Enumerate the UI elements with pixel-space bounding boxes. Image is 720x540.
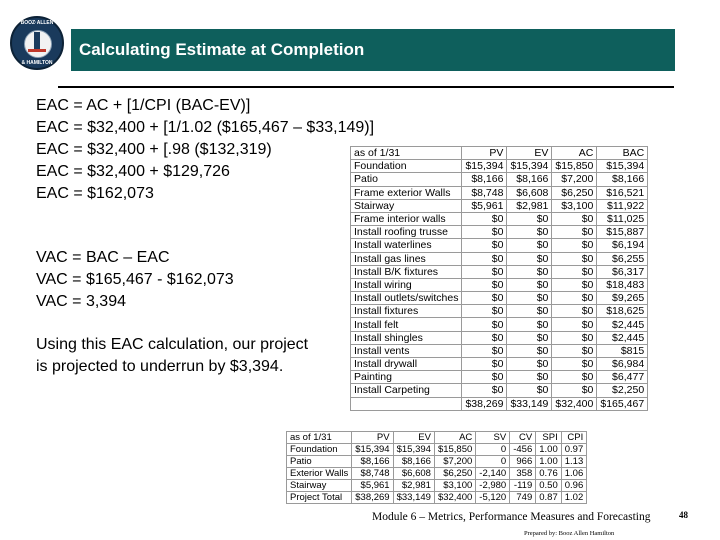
conclusion-line: Using this EAC calculation, our project xyxy=(36,336,309,353)
conclusion-line: is projected to underrun by $3,394. xyxy=(36,358,284,375)
totals-row xyxy=(351,397,648,410)
table-cell: $0 xyxy=(462,226,507,239)
column-header: as of 1/31 xyxy=(287,432,352,444)
column-header: SPI xyxy=(536,432,562,444)
table-cell: 0.87 xyxy=(536,492,562,504)
table-cell: $3,100 xyxy=(552,199,597,212)
table-cell: $0 xyxy=(507,344,552,357)
equation-line: VAC = $165,467 - $162,073 xyxy=(36,271,234,288)
table-cell: 0 xyxy=(476,456,510,468)
table-cell: $0 xyxy=(462,212,507,225)
table-cell: $0 xyxy=(552,358,597,371)
row-label: Install waterlines xyxy=(351,239,462,252)
table-cell: 749 xyxy=(510,492,536,504)
table-cell: $0 xyxy=(462,305,507,318)
table-cell: $0 xyxy=(507,292,552,305)
table-cell: $11,922 xyxy=(597,199,648,212)
row-label: Foundation xyxy=(287,444,352,456)
table-cell: $0 xyxy=(462,331,507,344)
column-header: CPI xyxy=(561,432,587,444)
table-cell: -2,140 xyxy=(476,468,510,480)
table-cell: 1.02 xyxy=(561,492,587,504)
table-cell: $0 xyxy=(552,344,597,357)
table-cell: $0 xyxy=(462,344,507,357)
table-header-row xyxy=(287,432,587,444)
table-row xyxy=(351,292,648,305)
table-cell: $0 xyxy=(552,305,597,318)
company-logo xyxy=(10,16,64,70)
table-cell: $0 xyxy=(552,278,597,291)
table-cell: $15,850 xyxy=(434,444,475,456)
table-cell: $6,608 xyxy=(393,468,434,480)
footer-module-text: Module 6 – Metrics, Performance Measures and Forecasting xyxy=(372,511,651,523)
table-cell: $0 xyxy=(552,292,597,305)
equation-line: VAC = 3,394 xyxy=(36,293,126,310)
table-cell: $2,445 xyxy=(597,331,648,344)
logo-text-bottom: & HAMILTON xyxy=(21,60,53,66)
table-cell: $6,608 xyxy=(507,186,552,199)
title-bar xyxy=(71,29,675,71)
table-cell: $0 xyxy=(507,239,552,252)
row-label: Frame exterior Walls xyxy=(351,186,462,199)
table-cell: $6,194 xyxy=(597,239,648,252)
table-cell: $0 xyxy=(462,239,507,252)
equation-line: EAC = $32,400 + $129,726 xyxy=(36,163,230,180)
table-cell: $0 xyxy=(552,239,597,252)
row-label: Painting xyxy=(351,371,462,384)
column-header: as of 1/31 xyxy=(351,147,462,160)
table-cell: -2,980 xyxy=(476,480,510,492)
row-label: Foundation xyxy=(351,160,462,173)
table-cell: 0.97 xyxy=(561,444,587,456)
table-cell: $0 xyxy=(462,278,507,291)
table-cell: $0 xyxy=(462,358,507,371)
total-cell: $33,149 xyxy=(507,397,552,410)
equation-line: VAC = BAC – EAC xyxy=(36,249,170,266)
column-header: EV xyxy=(393,432,434,444)
table-cell: $8,166 xyxy=(393,456,434,468)
row-label: Install B/K fixtures xyxy=(351,265,462,278)
table-cell: $6,250 xyxy=(434,468,475,480)
table-cell: $0 xyxy=(462,252,507,265)
table-cell: $2,981 xyxy=(507,199,552,212)
row-label: Install outlets/switches xyxy=(351,292,462,305)
table-row xyxy=(351,199,648,212)
table-cell: $0 xyxy=(507,252,552,265)
table-cell: $15,394 xyxy=(393,444,434,456)
row-label: Exterior Walls xyxy=(287,468,352,480)
table-cell: $815 xyxy=(597,344,648,357)
table-cell: -119 xyxy=(510,480,536,492)
equation-line: EAC = $32,400 + [.98 ($132,319) xyxy=(36,141,272,158)
table-cell: 0.50 xyxy=(536,480,562,492)
table-cell: $38,269 xyxy=(352,492,393,504)
table-cell: $3,100 xyxy=(434,480,475,492)
table-cell: $11,025 xyxy=(597,212,648,225)
table-cell: $8,748 xyxy=(352,468,393,480)
table-cell: $33,149 xyxy=(393,492,434,504)
table-cell: $2,445 xyxy=(597,318,648,331)
column-header: BAC xyxy=(597,147,648,160)
table-cell: $0 xyxy=(552,384,597,397)
table-cell: $0 xyxy=(552,371,597,384)
table-row xyxy=(351,331,648,344)
table-cell: $9,265 xyxy=(597,292,648,305)
table-cell: $8,748 xyxy=(462,186,507,199)
table-cell: $0 xyxy=(507,278,552,291)
row-label: Install felt xyxy=(351,318,462,331)
slide-title: Calculating Estimate at Completion xyxy=(79,40,365,59)
column-header: EV xyxy=(507,147,552,160)
table-cell: $0 xyxy=(552,252,597,265)
table-row xyxy=(351,239,648,252)
table-cell: -456 xyxy=(510,444,536,456)
prepared-by-text: Prepared by: Booz Allen Hamilton xyxy=(524,530,615,537)
table-row xyxy=(287,456,587,468)
table-cell: $0 xyxy=(462,292,507,305)
table-cell: $2,250 xyxy=(597,384,648,397)
table-row xyxy=(287,444,587,456)
row-label: Frame interior walls xyxy=(351,212,462,225)
table-cell: $15,394 xyxy=(352,444,393,456)
page-number: 48 xyxy=(679,510,688,520)
table-header-row xyxy=(351,147,648,160)
row-label: Stairway xyxy=(287,480,352,492)
table-cell: $0 xyxy=(507,384,552,397)
column-header: AC xyxy=(552,147,597,160)
table-cell: $0 xyxy=(462,384,507,397)
table-cell: $8,166 xyxy=(597,173,648,186)
table-cell: $18,625 xyxy=(597,305,648,318)
table-cell: $0 xyxy=(507,265,552,278)
table-cell: $0 xyxy=(462,371,507,384)
table-cell: $15,394 xyxy=(597,160,648,173)
table-cell: $15,394 xyxy=(462,160,507,173)
row-label: Install shingles xyxy=(351,331,462,344)
column-header: AC xyxy=(434,432,475,444)
equation-line: EAC = $32,400 + [1/1.02 ($165,467 – $33,149)] xyxy=(36,119,375,136)
table-cell: $0 xyxy=(507,371,552,384)
table-row xyxy=(351,344,648,357)
table-cell: $32,400 xyxy=(434,492,475,504)
equation-line: EAC = $162,073 xyxy=(36,185,154,202)
table-row xyxy=(351,371,648,384)
table-cell: $2,981 xyxy=(393,480,434,492)
row-label: Install fixtures xyxy=(351,305,462,318)
row-label: Stairway xyxy=(351,199,462,212)
table-cell: $8,166 xyxy=(507,173,552,186)
table-cell: $0 xyxy=(462,265,507,278)
table-row xyxy=(351,212,648,225)
table-cell: $7,200 xyxy=(434,456,475,468)
table-cell: $0 xyxy=(552,318,597,331)
table-cell: $6,317 xyxy=(597,265,648,278)
table-row xyxy=(351,265,648,278)
row-label: Patio xyxy=(351,173,462,186)
table-row xyxy=(287,480,587,492)
table-row xyxy=(287,492,587,504)
row-label: Install roofing trusse xyxy=(351,226,462,239)
table-cell: $0 xyxy=(507,226,552,239)
column-header: SV xyxy=(476,432,510,444)
table-cell: $0 xyxy=(552,265,597,278)
table-cell: $18,483 xyxy=(597,278,648,291)
table-cell: 1.13 xyxy=(561,456,587,468)
table-row xyxy=(351,173,648,186)
row-label xyxy=(351,397,462,410)
column-header: CV xyxy=(510,432,536,444)
table-cell: 0 xyxy=(476,444,510,456)
table-cell: $0 xyxy=(507,331,552,344)
table-cell: $15,850 xyxy=(552,160,597,173)
table-cell: $0 xyxy=(552,212,597,225)
table-row xyxy=(351,318,648,331)
table-row xyxy=(351,252,648,265)
table-cell: $0 xyxy=(507,305,552,318)
table-row xyxy=(351,160,648,173)
table-cell: -5,120 xyxy=(476,492,510,504)
total-cell: $38,269 xyxy=(462,397,507,410)
table-row xyxy=(351,384,648,397)
table-cell: $8,166 xyxy=(462,173,507,186)
row-label: Project Total xyxy=(287,492,352,504)
title-divider xyxy=(58,86,674,88)
table-row xyxy=(351,305,648,318)
table-cell: $0 xyxy=(552,226,597,239)
table-cell: $16,521 xyxy=(597,186,648,199)
table-cell: $8,166 xyxy=(352,456,393,468)
table-cell: $15,887 xyxy=(597,226,648,239)
table-cell: $0 xyxy=(507,318,552,331)
table-cell: $6,984 xyxy=(597,358,648,371)
variance-table xyxy=(286,431,587,504)
total-cell: $165,467 xyxy=(597,397,648,410)
row-label: Install vents xyxy=(351,344,462,357)
total-cell: $32,400 xyxy=(552,397,597,410)
table-cell: 1.00 xyxy=(536,456,562,468)
table-cell: $6,250 xyxy=(552,186,597,199)
table-cell: 358 xyxy=(510,468,536,480)
table-cell: 1.00 xyxy=(536,444,562,456)
table-cell: 0.96 xyxy=(561,480,587,492)
table-cell: $5,961 xyxy=(462,199,507,212)
column-header: PV xyxy=(462,147,507,160)
table-cell: 966 xyxy=(510,456,536,468)
table-cell: $0 xyxy=(552,331,597,344)
row-label: Patio xyxy=(287,456,352,468)
table-cell: $6,255 xyxy=(597,252,648,265)
column-header: PV xyxy=(352,432,393,444)
table-row xyxy=(351,278,648,291)
table-cell: $15,394 xyxy=(507,160,552,173)
row-label: Install Carpeting xyxy=(351,384,462,397)
logo-text-top: BOOZ·ALLEN xyxy=(20,20,54,26)
table-cell: 1.06 xyxy=(561,468,587,480)
table-cell: $0 xyxy=(507,358,552,371)
table-cell: $0 xyxy=(462,318,507,331)
bac-table xyxy=(350,146,648,411)
logo-base-icon xyxy=(28,49,46,52)
table-cell: $5,961 xyxy=(352,480,393,492)
equation-line: EAC = AC + [1/CPI (BAC-EV)] xyxy=(36,97,251,114)
table-row xyxy=(351,186,648,199)
table-row xyxy=(351,358,648,371)
row-label: Install wiring xyxy=(351,278,462,291)
table-cell: $7,200 xyxy=(552,173,597,186)
row-label: Install gas lines xyxy=(351,252,462,265)
table-cell: $0 xyxy=(507,212,552,225)
table-cell: $6,477 xyxy=(597,371,648,384)
table-cell: 0.76 xyxy=(536,468,562,480)
table-row xyxy=(351,226,648,239)
table-row xyxy=(287,468,587,480)
row-label: Install drywall xyxy=(351,358,462,371)
